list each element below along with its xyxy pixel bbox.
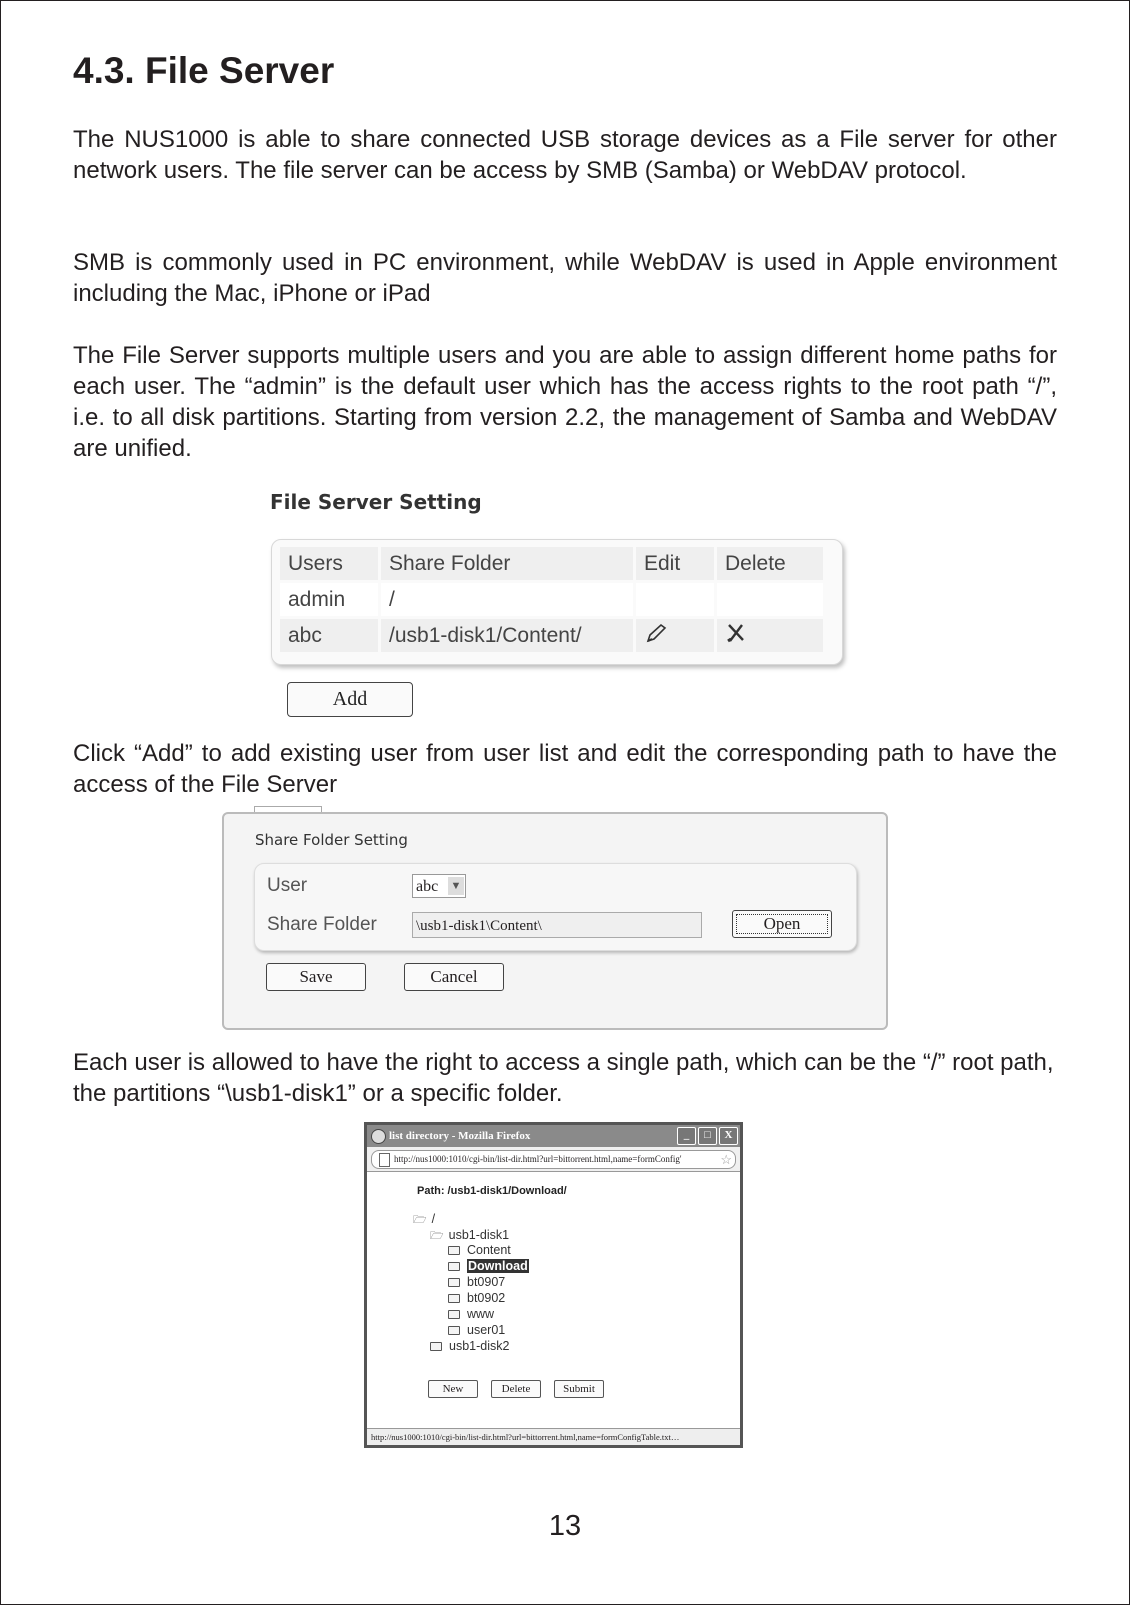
- chevron-down-icon[interactable]: ▼: [448, 877, 464, 895]
- tree-item-bt0902[interactable]: bt0902: [448, 1291, 505, 1305]
- open-button[interactable]: Open: [732, 910, 832, 938]
- url-input[interactable]: [371, 1150, 736, 1169]
- edit-cell: [636, 619, 714, 652]
- user-label: User: [267, 875, 308, 896]
- close-icon[interactable]: X: [719, 1127, 738, 1145]
- current-path: Path: /usb1-disk1/Download/: [417, 1185, 567, 1197]
- folder-open-icon: 🗁: [430, 1230, 444, 1242]
- status-bar: http://nus1000:1010/cgi-bin/list-dir.html?url=bittorrent.html,name=formConfigTable.txt…: [367, 1428, 740, 1445]
- folder-icon: [448, 1294, 460, 1303]
- table-row: [280, 583, 823, 616]
- add-button[interactable]: Add: [287, 682, 413, 717]
- table-header-row: [280, 547, 823, 580]
- column-header-share-folder: Share Folder: [381, 547, 633, 580]
- column-header-delete: Delete: [717, 547, 823, 580]
- share-folder-form: [254, 863, 857, 951]
- tree-item-usb1-disk1[interactable]: 🗁 usb1-disk1: [430, 1227, 509, 1246]
- url-bar: [367, 1147, 740, 1172]
- url-text: http://nus1000:1010/cgi-bin/list-dir.html?url=bittorrent.html,name=formConfig': [394, 1154, 682, 1164]
- share-folder-setting-dialog: [222, 812, 888, 1030]
- submit-button[interactable]: Submit: [554, 1380, 604, 1398]
- delete-cell: [717, 583, 823, 616]
- cancel-button[interactable]: Cancel: [404, 963, 504, 991]
- list-directory-window: [364, 1122, 743, 1448]
- folder-open-icon: 🗁: [413, 1214, 427, 1226]
- user-select-value: abc: [416, 878, 439, 895]
- user-select[interactable]: [412, 874, 466, 898]
- share-folder-cell: /usb1-disk1/Content/: [381, 619, 633, 652]
- folder-icon: [448, 1310, 460, 1319]
- share-folder-cell: /: [381, 583, 633, 616]
- delete-cell: [717, 619, 823, 652]
- users-paragraph: The File Server supports multiple users and you are able to assign different home paths for each user. The “admin” is the default user which has the access rights to the root path “/”, i.e. to all disk partitions. Starting from version 2.2, the management of Samba and WebDAV are unified.: [73, 342, 1057, 462]
- page-number: 13: [548, 1510, 582, 1542]
- new-button[interactable]: New: [428, 1380, 478, 1398]
- folder-icon: [448, 1262, 460, 1271]
- column-header-edit: Edit: [636, 547, 714, 580]
- save-button[interactable]: Save: [266, 963, 366, 991]
- tree-item-usb1-disk2[interactable]: usb1-disk2: [430, 1339, 509, 1353]
- file-server-setting-title: File Server Setting: [270, 490, 482, 514]
- table-row: [280, 619, 823, 652]
- tree-item-root[interactable]: 🗁 /: [413, 1211, 435, 1230]
- folder-icon: [448, 1326, 460, 1335]
- folder-icon: [430, 1342, 442, 1351]
- delete-x-icon[interactable]: [725, 626, 749, 649]
- tree-item-content[interactable]: Content: [448, 1243, 511, 1257]
- folder-icon: [448, 1246, 460, 1255]
- minimize-icon[interactable]: _: [677, 1127, 696, 1145]
- firefox-logo-icon: [371, 1129, 386, 1144]
- column-header-users: Users: [280, 547, 378, 580]
- bookmark-star-icon[interactable]: ☆: [720, 1152, 732, 1167]
- delete-button[interactable]: Delete: [491, 1380, 541, 1398]
- tree-item-bt0907[interactable]: bt0907: [448, 1275, 505, 1289]
- intro-paragraph: The NUS1000 is able to share connected USB storage devices as a File server for other network users. The file server can be access by SMB (Samba) or WebDAV protocol.: [73, 126, 1057, 184]
- single-path-paragraph: Each user is allowed to have the right to access a single path, which can be the “/” root path, the partitions “\usb1-disk1” or a specific folder.: [73, 1049, 1054, 1107]
- smb-paragraph: SMB is commonly used in PC environment, while WebDAV is used in Apple environment including the Mac, iPhone or iPad: [73, 249, 1057, 307]
- maximize-icon[interactable]: □: [698, 1127, 717, 1145]
- share-folder-label: Share Folder: [267, 914, 377, 935]
- window-controls: [677, 1127, 738, 1145]
- user-cell: admin: [280, 583, 378, 616]
- file-server-table-panel: [271, 539, 843, 665]
- page-icon: [379, 1153, 390, 1167]
- pencil-icon[interactable]: [644, 626, 670, 649]
- folder-icon: [448, 1278, 460, 1287]
- share-folder-input[interactable]: \usb1-disk1\Content\: [412, 912, 702, 938]
- window-title: list directory - Mozilla Firefox: [389, 1130, 531, 1142]
- section-title: 4.3. File Server: [73, 50, 335, 91]
- user-cell: abc: [280, 619, 378, 652]
- window-titlebar: [367, 1125, 740, 1147]
- add-instructions-paragraph: Click “Add” to add existing user from user list and edit the corresponding path to have the access of the File Server: [73, 740, 1057, 798]
- edit-cell: [636, 583, 714, 616]
- tree-item-download[interactable]: Download: [448, 1259, 529, 1273]
- tree-item-user01[interactable]: user01: [448, 1323, 505, 1337]
- file-server-users-table: [277, 544, 826, 655]
- tree-item-www[interactable]: www: [448, 1307, 494, 1321]
- share-folder-setting-title: Share Folder Setting: [255, 831, 408, 849]
